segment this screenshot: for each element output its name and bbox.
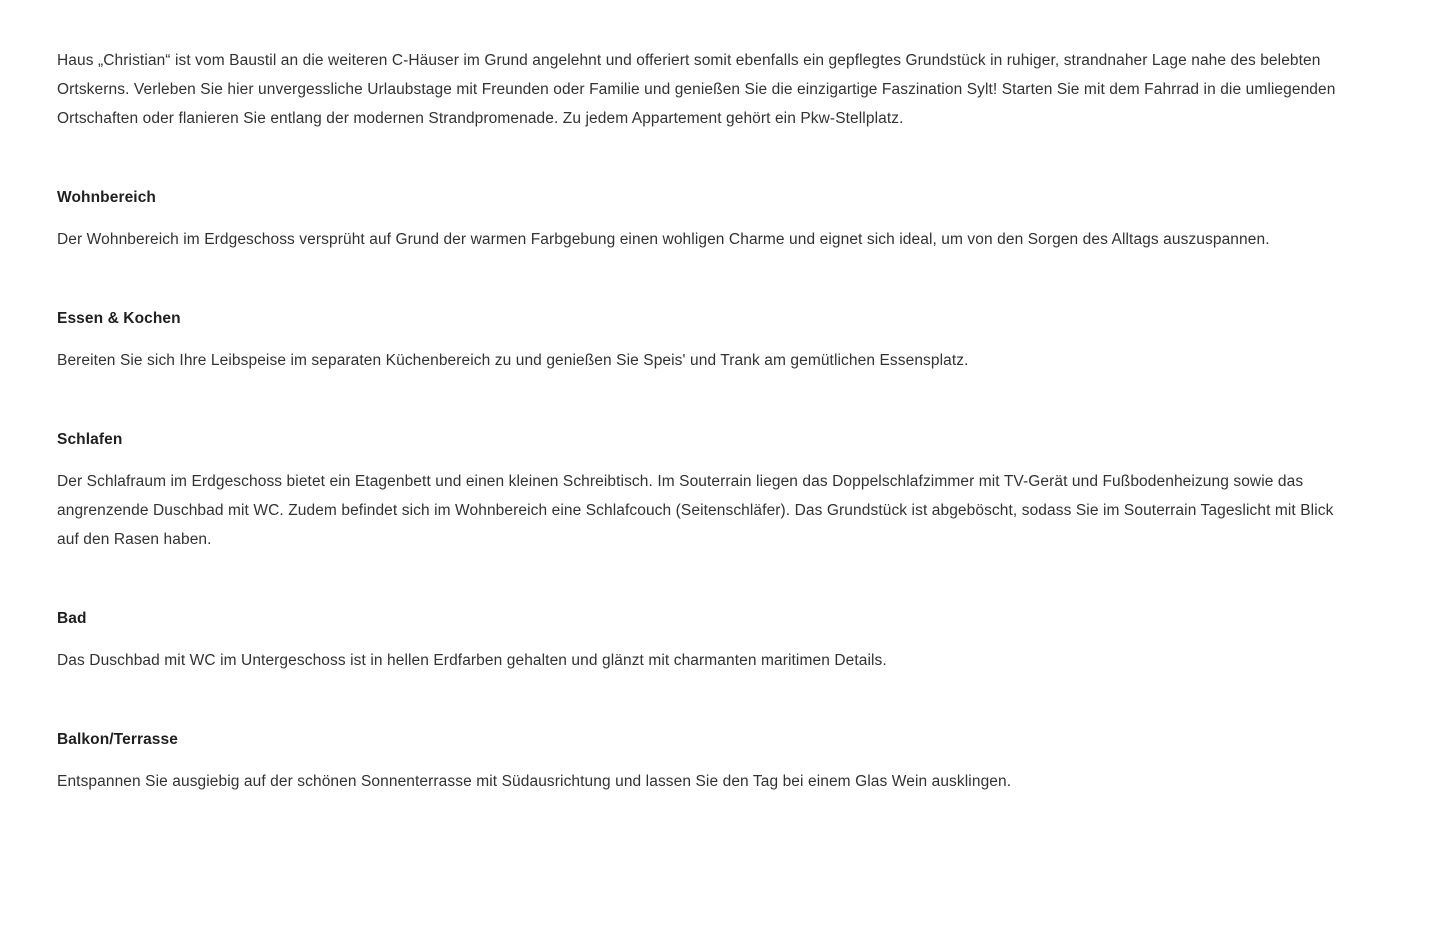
property-description <box>57 46 1350 796</box>
section-heading: Essen & Kochen <box>57 310 181 327</box>
section-paragraph: Bereiten Sie sich Ihre Leibspeise im separaten Küchenbereich zu und genießen Sie Speis' und Trank am gemütlichen Essensplatz. <box>57 352 969 369</box>
section-wohnbereich <box>57 183 1350 254</box>
section-heading: Balkon/Terrasse <box>57 731 178 748</box>
section-heading: Schlafen <box>57 431 123 448</box>
intro-paragraph: Haus „Christian“ ist vom Baustil an die weiteren C-Häuser im Grund angelehnt und offeriert somit ebenfalls ein gepflegtes Grundstück in ruhiger, strandnaher Lage nahe des belebten Ortskerns. Verleben Sie hier unvergessliche Urlaubstage mit Freunden oder Familie und genießen Sie die einzigartige Faszination Sylt! Starten Sie mit dem Fahrrad in die umliegenden Ortschaften oder flanieren Sie entlang der modernen Strandpromenade. Zu jedem Appartement gehört ein Pkw-Stellplatz. <box>57 52 1336 127</box>
section-paragraph: Der Wohnbereich im Erdgeschoss versprüht auf Grund der warmen Farbgebung einen wohligen Charme und eignet sich ideal, um von den Sorgen des Alltags auszuspannen. <box>57 231 1270 248</box>
section-balkon-terrasse <box>57 725 1350 796</box>
section-paragraph: Entspannen Sie ausgiebig auf der schönen Sonnenterrasse mit Südausrichtung und lassen Sie den Tag bei einem Glas Wein ausklingen. <box>57 773 1012 790</box>
section-essen-kochen <box>57 304 1350 375</box>
section-paragraph: Das Duschbad mit WC im Untergeschoss ist in hellen Erdfarben gehalten und glänzt mit charmanten maritimen Details. <box>57 652 887 669</box>
section-bad <box>57 604 1350 675</box>
section-schlafen <box>57 425 1350 554</box>
section-heading: Wohnbereich <box>57 189 156 206</box>
section-heading: Bad <box>57 610 87 627</box>
section-paragraph: Der Schlafraum im Erdgeschoss bietet ein Etagenbett und einen kleinen Schreibtisch. Im Souterrain liegen das Doppelschlafzimmer mit TV-Gerät und Fußbodenheizung sowie das angrenzende Duschbad mit WC. Zudem befindet sich im Wohnbereich eine Schlafcouch (Seitenschläfer). Das Grundstück ist abgeböscht, sodass Sie im Souterrain Tageslicht mit Blick auf den Rasen haben. <box>57 473 1334 548</box>
